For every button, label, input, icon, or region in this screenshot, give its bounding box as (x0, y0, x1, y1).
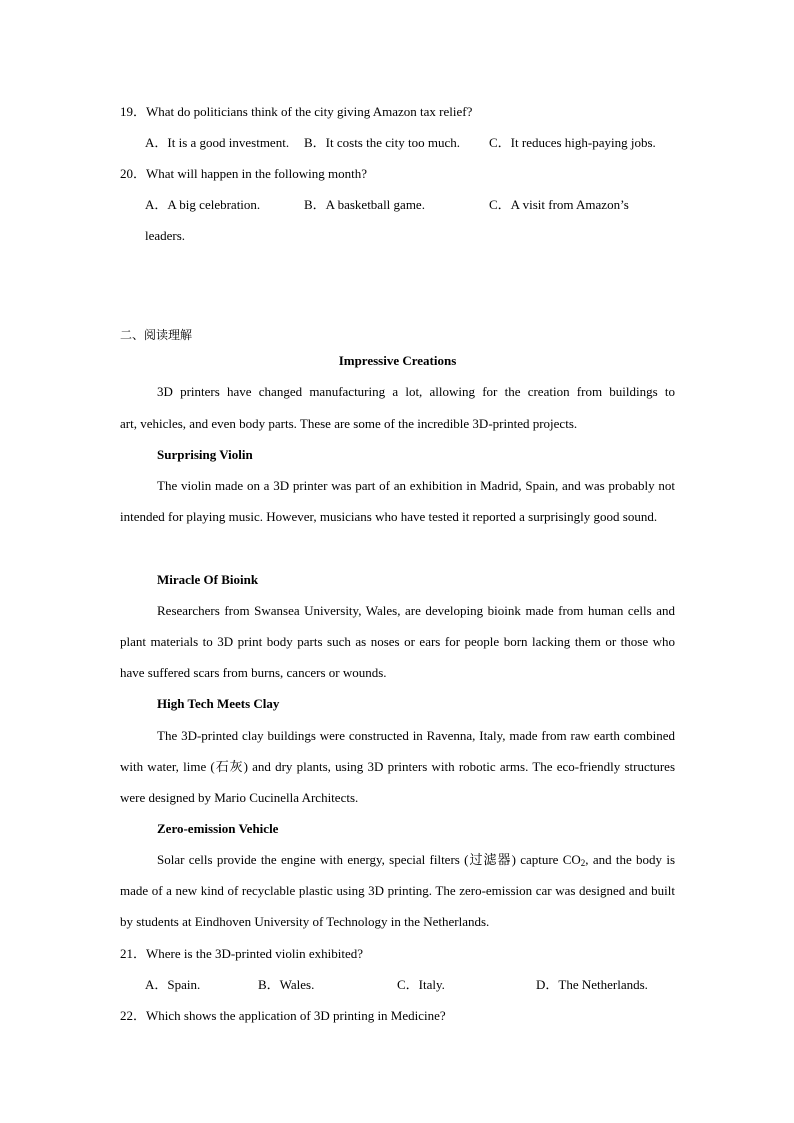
q22-number: 22． (120, 1008, 147, 1023)
subscript: 2 (580, 858, 586, 868)
q21-option-c (397, 977, 445, 993)
q20-option-c-continued: leaders. (145, 228, 186, 243)
option-text: It is a good investment. (167, 135, 290, 150)
paragraph: The violin made on a 3D printer was part of an exhibition in Madrid, Spain, and was probably not intended for playing music. However, musicians who have tested it reported a surprisingly good sound. (120, 478, 675, 524)
option-text: Italy. (418, 977, 445, 992)
q20-number: 20． (120, 166, 147, 181)
q21-option-d (536, 977, 648, 993)
q20-option-b (304, 197, 425, 213)
option-text: The Netherlands. (558, 977, 648, 992)
q19-option-a (145, 135, 289, 151)
intro-line-2: art, vehicles, and even body parts. These are some of the incredible 3D-printed projects. (120, 416, 578, 431)
option-letter: C． (489, 197, 511, 212)
q20-question (120, 166, 367, 182)
section-body-bioink (120, 595, 675, 688)
option-letter: B． (304, 197, 326, 212)
paragraph: The 3D-printed clay buildings were constructed in Ravenna, Italy, made from raw earth combined with water, lime (石灰) and dry plants, using 3D printers with robotic arms. The eco-friendly structures were designed by Mario Cucinella Architects. (120, 728, 675, 805)
option-text: A visit from Amazon’s (510, 197, 629, 212)
q19-option-c (489, 135, 656, 151)
q19-number: 19． (120, 104, 147, 119)
q22-text: Which shows the application of 3D printing in Medicine? (146, 1008, 446, 1023)
article-title: Impressive Creations (338, 353, 457, 368)
section-heading-violin: Surprising Violin (157, 447, 253, 462)
section-heading-vehicle: Zero-emission Vehicle (157, 821, 279, 836)
body-part-2: , and the body is made of a new kind of recyclable plastic using 3D printing. The zero-emission car was designed and built by students at Eindhoven University of Technology in the Netherlands. (120, 852, 676, 929)
q19-question (120, 104, 472, 120)
section-body-violin (120, 470, 675, 532)
q21-text: Where is the 3D-printed violin exhibited? (146, 946, 363, 961)
q21-option-a (145, 977, 200, 993)
option-letter: A． (145, 135, 168, 150)
paragraph (120, 844, 675, 937)
q22-question (120, 1008, 446, 1024)
option-letter: C． (489, 135, 511, 150)
q21-question (120, 946, 363, 962)
section-body-vehicle (120, 844, 675, 937)
paragraph: Researchers from Swansea University, Wales, are developing bioink made from human cells and plant materials to 3D print body parts such as noses or ears for people born lacking them or those who have suffered scars from burns, cancers or wounds. (120, 603, 675, 680)
section-body-clay (120, 720, 675, 813)
q21-number: 21． (120, 946, 147, 961)
body-part-1: Solar cells provide the engine with energy, special filters (过滤器) capture CO (157, 852, 581, 867)
option-letter: D． (536, 977, 559, 992)
q20-option-c (489, 197, 629, 213)
option-text: Spain. (167, 977, 201, 992)
option-text: A basketball game. (325, 197, 425, 212)
option-letter: C． (397, 977, 419, 992)
option-text: A big celebration. (167, 197, 261, 212)
option-text: Wales. (279, 977, 315, 992)
section-heading: 二、阅读理解 (120, 328, 193, 342)
option-text: It costs the city too much. (325, 135, 460, 150)
q19-option-b (304, 135, 460, 151)
option-letter: B． (258, 977, 280, 992)
q21-option-b (258, 977, 314, 993)
q19-text: What do politicians think of the city giving Amazon tax relief? (146, 104, 473, 119)
section-heading-clay: High Tech Meets Clay (157, 696, 280, 711)
intro-line-1: 3D printers have changed manufacturing a lot, allowing for the creation from buildings to (157, 384, 675, 399)
q20-text: What will happen in the following month? (146, 166, 367, 181)
q20-option-a (145, 197, 260, 213)
option-letter: A． (145, 977, 168, 992)
section-heading-bioink: Miracle Of Bioink (157, 572, 259, 587)
option-letter: A． (145, 197, 168, 212)
option-letter: B． (304, 135, 326, 150)
option-text: It reduces high-paying jobs. (510, 135, 656, 150)
